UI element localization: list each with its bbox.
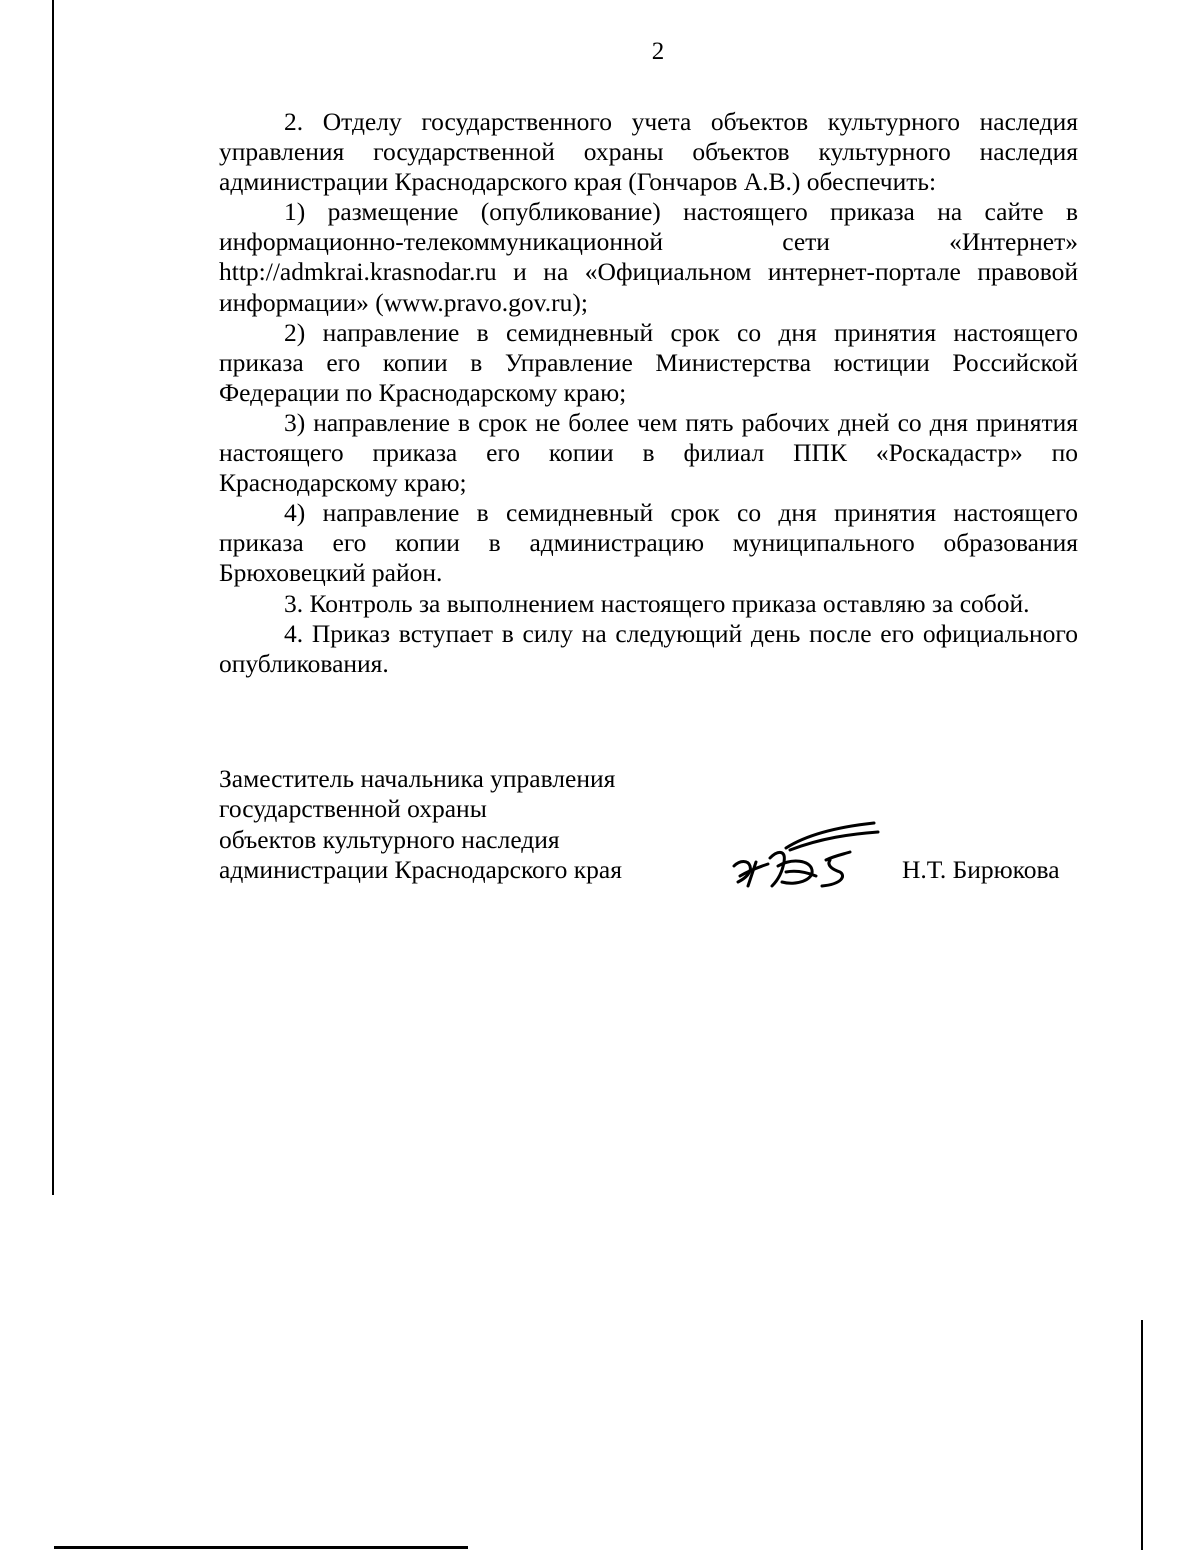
signatory-position [219,764,649,885]
position-line: администрации Краснодарского края [219,854,622,884]
paragraph-item-2: 2. Отделу государственного учета объектов культурного наследия управления государственной охраны объектов культурного наследия администрации Краснодарского края (Гончаров А.В.) обеспечить: [219,107,1078,197]
scan-edge-right [1141,1320,1143,1550]
position-line: объектов культурного наследия [219,824,560,854]
scan-edge-bottom [54,1546,468,1549]
page-number: 2 [651,38,665,65]
scan-edge-left [52,0,54,1195]
paragraph-subitem-3: 3) направление в срок не более чем пять рабочих дней со дня принятия настоящего приказа его копии в филиал ППК «Роскадастр» по Краснодарскому краю; [219,407,1078,498]
position-line: государственной охраны [219,794,487,824]
paragraph-item-3: 3. Контроль за выполнением настоящего приказа оставляю за собой. [284,588,1030,618]
paragraph-subitem-4: 4) направление в семидневный срок со дня принятия настоящего приказа его копии в администрацию муниципального образования Брюховецкий район. [219,498,1078,588]
paragraph-subitem-2: 2) направление в семидневный срок со дня принятия настоящего приказа его копии в Управление Министерства юстиции Российской Федерации по Краснодарскому краю; [219,317,1078,407]
position-line: Заместитель начальника управления [219,764,616,793]
document-body [219,107,1078,679]
paragraph-item-4: 4. Приказ вступает в силу на следующий день после его официального опубликования. [219,618,1078,678]
signer-name: Н.Т. Бирюкова [902,855,1060,884]
paragraph-subitem-1: 1) размещение (опубликование) настоящего приказа на сайте в информационно-телекоммуникационной сети «Интернет» http://admkrai.krasnodar.ru и на «Официальном интернет-портале правовой информации» (www.pravo.gov.ru); [219,197,1078,317]
handwritten-signature [726,820,896,895]
